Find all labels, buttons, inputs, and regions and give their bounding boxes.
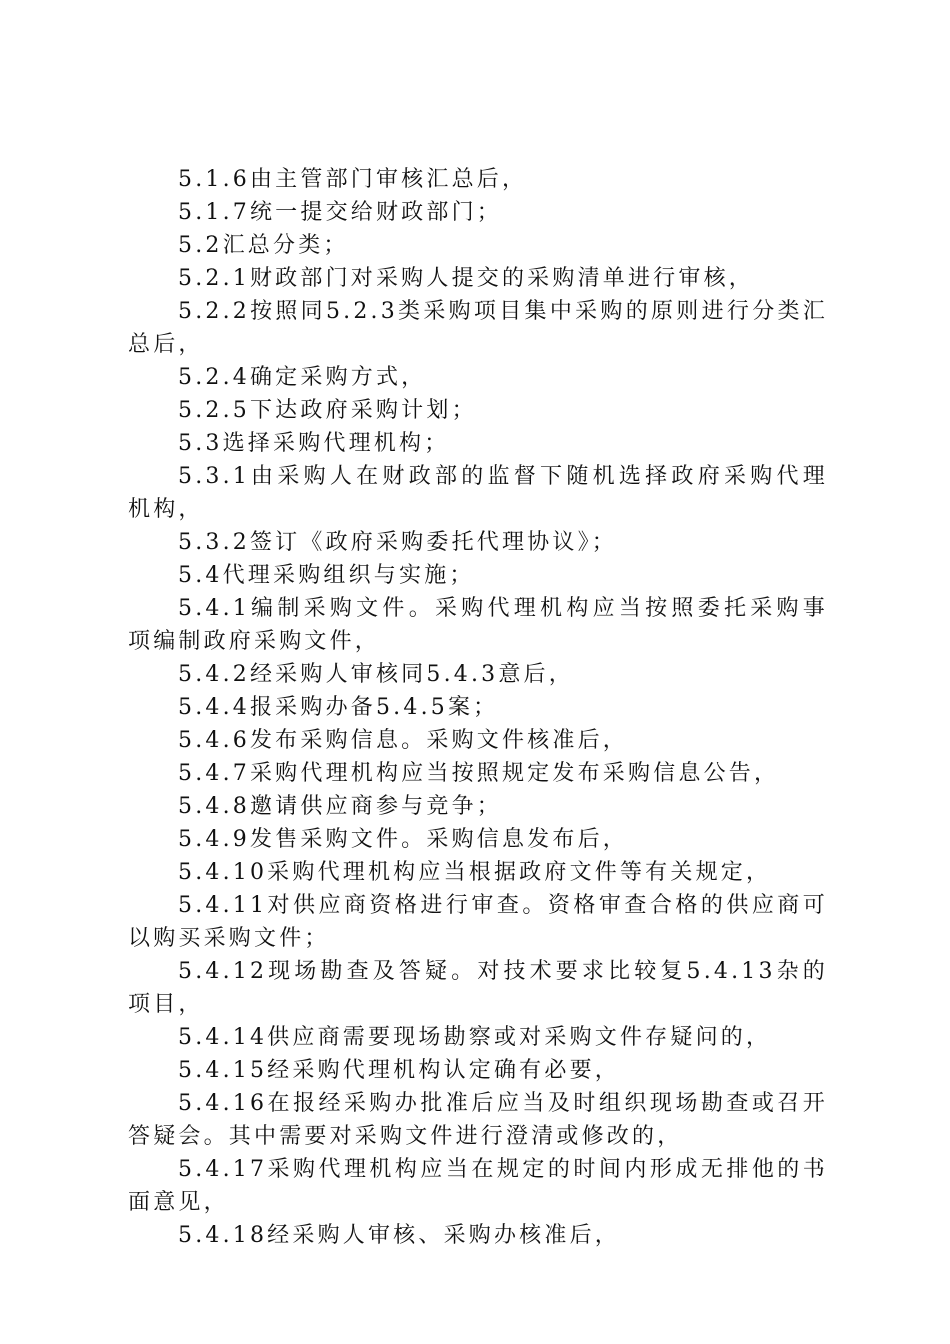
paragraph-5-4-18: 5.4.18经采购人审核、采购办核准后， [178, 1223, 620, 1248]
paragraph-5-1-7: 5.1.7统一提交给财政部门； [178, 200, 502, 225]
paragraph-5-4-4: 5.4.4报采购办备5.4.5案； [178, 695, 499, 720]
paragraph-5-4-9: 5.4.9发售采购文件。采购信息发布后， [178, 827, 628, 852]
paragraph-5-4-2: 5.4.2经采购人审核同5.4.3意后， [178, 662, 574, 687]
document-body [128, 163, 828, 1252]
paragraph-5-4-6: 5.4.6发布采购信息。采购文件核准后， [178, 728, 628, 753]
paragraph-5-2-5: 5.2.5下达政府采购计划； [178, 398, 477, 423]
paragraph-5-3-1: 5.3.1由采购人在财政部的监督下随机选择政府采购代理机构， [128, 464, 828, 522]
paragraph-5-2-1: 5.2.1财政部门对采购人提交的采购清单进行审核， [178, 266, 754, 291]
paragraph-5-4-16: 5.4.16在报经采购办批准后应当及时组织现场勘查或召开答疑会。其中需要对采购文件进行澄清或修改的， [128, 1091, 828, 1149]
paragraph-5-3-2: 5.3.2签订《政府采购委托代理协议》； [178, 530, 617, 555]
paragraph-5-3: 5.3选择采购代理机构； [178, 431, 450, 456]
paragraph-5-4-8: 5.4.8邀请供应商参与竞争； [178, 794, 502, 819]
paragraph-5-4-12: 5.4.12现场勘查及答疑。对技术要求比较复5.4.13杂的项目， [128, 959, 828, 1017]
paragraph-5-4-14: 5.4.14供应商需要现场勘察或对采购文件存疑问的， [178, 1025, 772, 1050]
paragraph-5-4-17: 5.4.17采购代理机构应当在规定的时间内形成无排他的书面意见， [128, 1157, 828, 1215]
paragraph-5-2-2: 5.2.2按照同5.2.3类采购项目集中采购的原则进行分类汇总后， [128, 299, 828, 357]
paragraph-5-2-4: 5.2.4确定采购方式， [178, 365, 427, 390]
paragraph-5-4-7: 5.4.7采购代理机构应当按照规定发布采购信息公告， [178, 761, 780, 786]
paragraph-5-4-10: 5.4.10采购代理机构应当根据政府文件等有关规定， [178, 860, 772, 885]
paragraph-5-4: 5.4代理采购组织与实施； [178, 563, 475, 588]
paragraph-5-4-15: 5.4.15经采购代理机构认定确有必要， [178, 1058, 620, 1083]
paragraph-5-2: 5.2汇总分类； [178, 233, 349, 258]
paragraph-5-4-11: 5.4.11对供应商资格进行审查。资格审查合格的供应商可以购买采购文件； [128, 893, 828, 951]
paragraph-5-1-6: 5.1.6由主管部门审核汇总后， [178, 167, 528, 192]
paragraph-5-4-1: 5.4.1编制采购文件。采购代理机构应当按照委托采购事项编制政府采购文件， [128, 596, 828, 654]
